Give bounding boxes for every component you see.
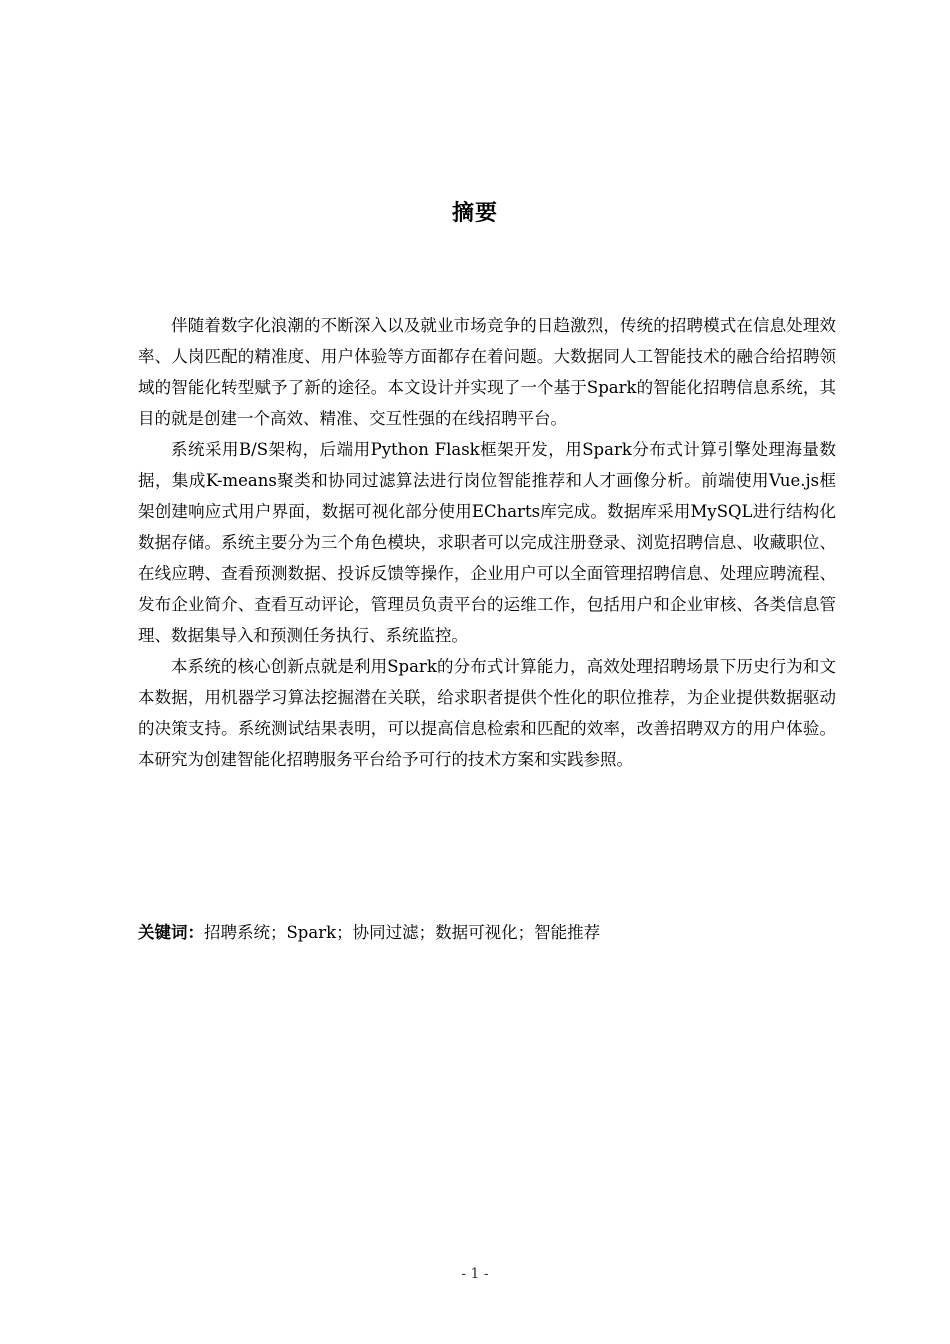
page-number: - 1 - xyxy=(461,1266,489,1282)
abstract-body xyxy=(138,310,836,775)
abstract-title: 摘要 xyxy=(451,201,498,226)
abstract-paragraph-3: 本系统的核心创新点就是利用Spark的分布式计算能力，高效处理招聘场景下历史行为和文本数据，用机器学习算法挖掘潜在关联，给求职者提供个性化的职位推荐，为企业提供数据驱动的决策支持。系统测试结果表明，可以提高信息检索和匹配的效率，改善招聘双方的用户体验。本研究为创建智能化招聘服务平台给予可行的技术方案和实践参照。 xyxy=(138,657,836,769)
abstract-paragraph-1: 伴随着数字化浪潮的不断深入以及就业市场竞争的日趋激烈，传统的招聘模式在信息处理效率、人岗匹配的精准度、用户体验等方面都存在着问题。大数据同人工智能技术的融合给招聘领域的智能化转型赋予了新的途径。本文设计并实现了一个基于Spark的智能化招聘信息系统，其目的就是创建一个高效、精准、交互性强的在线招聘平台。 xyxy=(138,316,836,428)
abstract-paragraph-2: 系统采用B/S架构，后端用Python Flask框架开发，用Spark分布式计算引擎处理海量数据，集成K-means聚类和协同过滤算法进行岗位智能推荐和人才画像分析。前端使用Vue.js框架创建响应式用户界面，数据可视化部分使用ECharts库完成。数据库采用MySQL进行结构化数据存储。系统主要分为三个角色模块，求职者可以完成注册登录、浏览招聘信息、收藏职位、在线应聘、查看预测数据、投诉反馈等操作，企业用户可以全面管理招聘信息、处理应聘流程、发布企业简介、查看互动评论，管理员负责平台的运维工作，包括用户和企业审核、各类信息管理、数据集导入和预测任务执行、系统监控。 xyxy=(138,440,836,645)
keywords-line xyxy=(138,917,836,948)
keywords-label: 关键词： xyxy=(138,923,204,942)
keywords-text: 招聘系统；Spark；协同过滤；数据可视化；智能推荐 xyxy=(204,923,601,942)
